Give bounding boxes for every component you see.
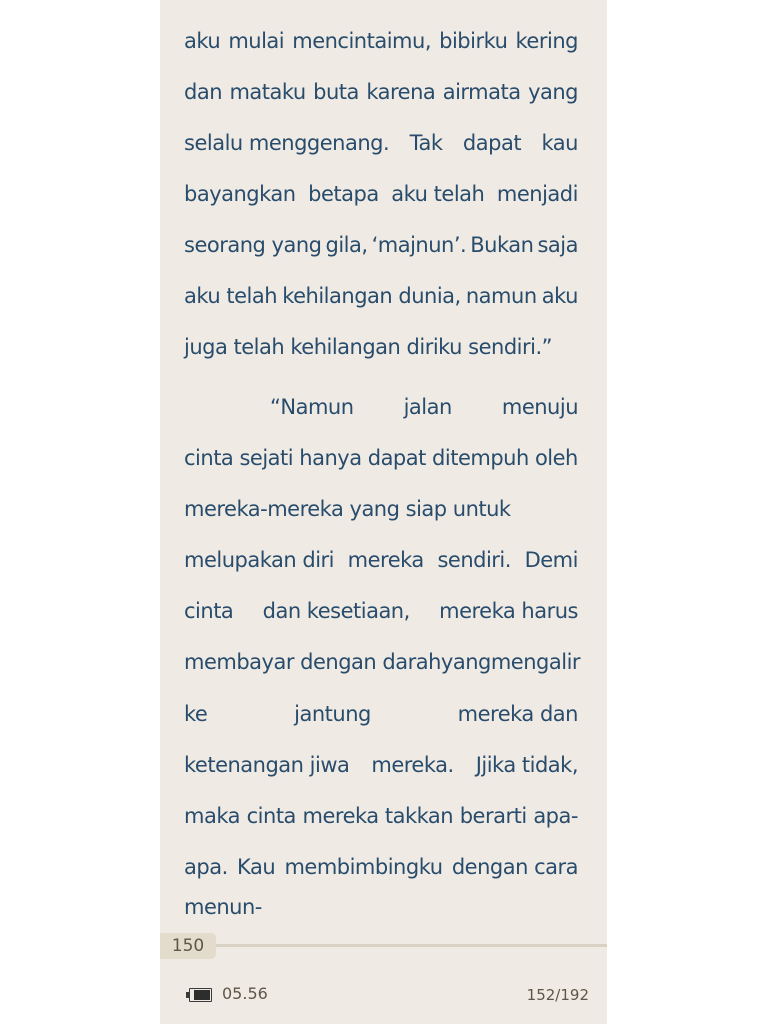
battery-level-fill [194,990,210,1000]
text-line [270,391,578,423]
text-line [184,646,581,678]
text-line [184,800,578,832]
text-line [184,595,578,627]
text-word: apa- [533,804,578,828]
text-word: mereka [347,548,424,572]
text-line [184,891,578,923]
text-word: aku [184,29,221,53]
text-word: ketenangan jiwa [184,753,350,777]
text-word: aku [541,284,578,308]
text-word: sendiri. [437,548,511,572]
text-word: juga telah kehilangan diriku sendiri.” [184,335,553,359]
text-word: kehilangan dunia, [282,284,461,308]
text-line [184,178,578,210]
page-count: 152/192 [526,986,589,1004]
clock-time: 05.56 [222,984,268,1003]
text-line [184,76,578,108]
text-word: gila, [325,233,368,257]
text-line [184,280,578,312]
text-word: betapa [308,182,379,206]
text-word: Jjika tidak, [475,753,578,777]
text-word: mereka. [371,753,454,777]
text-word: bibirku [439,29,508,53]
text-line [184,25,578,57]
text-word: Tak [409,131,443,155]
page-progress-line [216,944,607,947]
text-word: yang [440,650,491,674]
text-word: membimbingku [284,855,443,879]
text-word: mengalir [490,650,581,674]
text-word: dan kesetiaan, [262,599,410,623]
text-word: menun- [184,895,262,919]
text-word: bayangkan [184,182,296,206]
text-word: saja [537,233,578,257]
text-word: “Namun [270,395,354,419]
text-word: namun [465,284,537,308]
text-line [184,493,578,525]
text-word: kau [541,131,578,155]
text-word: airmata [442,80,521,104]
text-word: membayar dengan darah [184,650,441,674]
text-line [184,749,578,781]
battery-icon [186,988,212,1002]
text-word: aku telah [184,284,278,308]
text-word: apa. [184,855,228,879]
text-word: Demi [524,548,578,572]
text-word: mataku [229,80,306,104]
text-word: dengan cara [451,855,578,879]
text-word: dapat [462,131,522,155]
text-word: cinta [246,804,296,828]
text-word: selalu menggenang. [184,131,390,155]
text-word: yang [528,80,578,104]
page-number-badge: 150 [160,933,216,959]
text-word: maka [184,804,240,828]
text-word: berarti [459,804,527,828]
text-word: mereka-mereka yang siap untuk [184,497,511,521]
text-line [184,698,578,730]
text-line [184,544,578,576]
text-word: buta [313,80,359,104]
text-word: mereka harus [439,599,578,623]
text-line [184,442,578,474]
text-word: menuju [501,395,578,419]
text-word: dan [184,80,223,104]
text-word: mereka takkan [302,804,454,828]
text-word: jantung [294,702,371,726]
text-line [184,127,578,159]
text-line [184,229,578,261]
text-word: ke [184,702,208,726]
text-word: mulai [228,29,285,53]
text-word: cinta [184,599,234,623]
text-word: ‘majnun’. [371,233,467,257]
text-word: Bukan [470,233,534,257]
text-word: mereka dan [457,702,578,726]
text-word: jalan [403,395,452,419]
text-word: melupakan diri [184,548,334,572]
text-line [184,331,578,363]
text-line [184,851,578,883]
text-word: menjadi [496,182,578,206]
text-word: kering [515,29,578,53]
text-word: cinta sejati hanya dapat ditempuh oleh [184,446,578,470]
text-word: karena [366,80,436,104]
text-word: Kau [237,855,276,879]
text-word: aku telah [391,182,485,206]
reader-page[interactable] [160,0,607,1024]
text-word: mencintaimu, [292,29,431,53]
text-word: seorang yang [184,233,322,257]
